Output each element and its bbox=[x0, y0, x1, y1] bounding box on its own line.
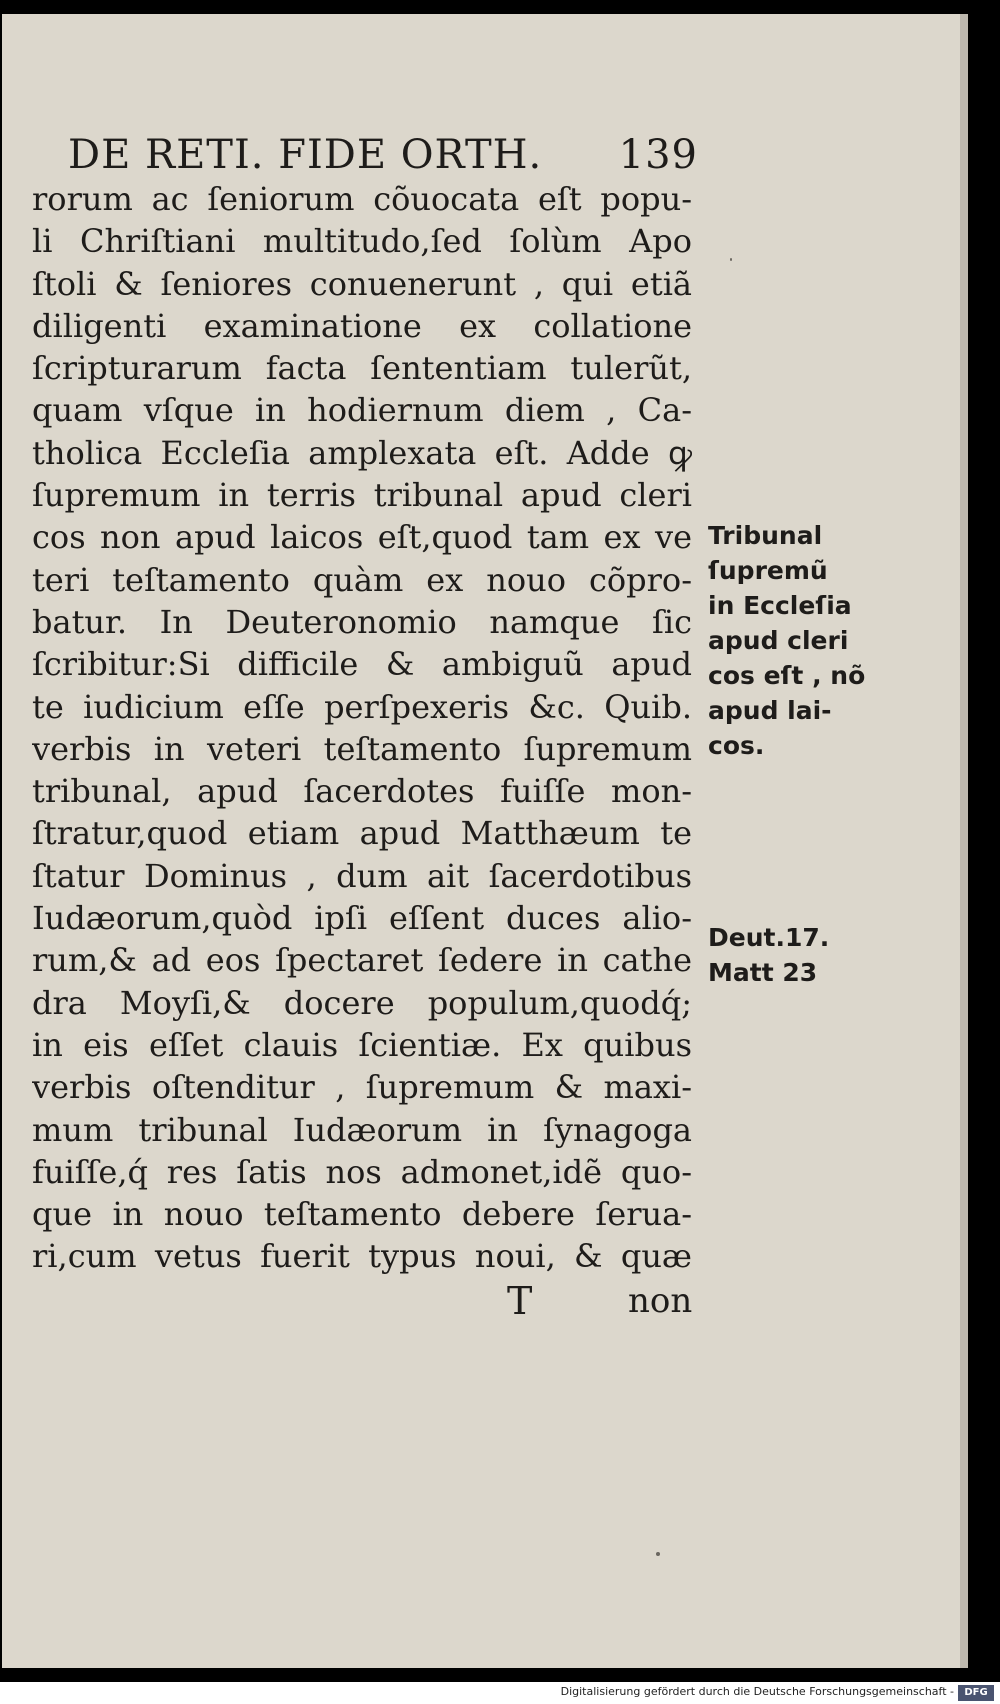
book-page bbox=[2, 14, 968, 1668]
text-line: ſcribitur:Si difficile & ambiguũ apud bbox=[32, 645, 692, 684]
paper-speck bbox=[730, 258, 732, 261]
running-title: DE RETI. FIDE ORTH. bbox=[68, 132, 543, 178]
marginal-line: Matt 23 bbox=[708, 958, 818, 987]
text-line: li Chriſtiani multitudo,ſed ſolùm Apo bbox=[32, 222, 692, 261]
text-line: mum tribunal Iudæorum in ſynagoga bbox=[32, 1110, 692, 1149]
signature-mark: T bbox=[507, 1279, 533, 1323]
marginal-note-references bbox=[708, 920, 868, 990]
page-number: 139 bbox=[618, 132, 698, 178]
text-line: Iudæorum,quòd ipſi eſſent duces alio- bbox=[32, 899, 692, 938]
text-line: cos non apud laicos eſt,quod tam ex ve bbox=[32, 518, 692, 557]
marginal-line: Tribunal bbox=[708, 521, 823, 550]
text-line: fuiſſe,q́ res ſatis nos admonet,idẽ quo- bbox=[32, 1152, 692, 1191]
text-line: ſtratur,quod etiam apud Matthæum te bbox=[32, 814, 692, 853]
text-line: rorum ac ſeniorum cõuocata eſt popu- bbox=[32, 180, 692, 218]
marginal-line: Deut.17. bbox=[708, 923, 830, 952]
paper-speck bbox=[656, 1552, 660, 1556]
catchword: non bbox=[628, 1281, 693, 1321]
text-line: dra Moyſi,& docere populum,quodq́; bbox=[32, 983, 692, 1022]
text-line: ſtatur Dominus , dum ait ſacerdotibus bbox=[32, 856, 692, 895]
marginal-line: cos eſt , nõ bbox=[708, 661, 866, 690]
text-line: ſupremum in terris tribunal apud cleri bbox=[32, 476, 692, 515]
text-line: quam vſque in hodiernum diem , Ca- bbox=[32, 391, 692, 430]
text-line: rum,& ad eos ſpectaret ſedere in cathe bbox=[32, 941, 692, 980]
text-line: in eis eſſet clauis ſcientiæ. Ex quibus bbox=[32, 1025, 692, 1064]
text-line: ri,cum vetus fuerit typus noui, & quæ bbox=[32, 1237, 692, 1276]
text-line: tribunal, apud ſacerdotes fuiſſe mon- bbox=[32, 772, 692, 811]
marginal-note-tribunal bbox=[708, 518, 868, 763]
text-line: ſcripturarum facta ſententiam tulerũt, bbox=[32, 349, 692, 388]
text-line: que in nouo teſtamento debere ſerua- bbox=[32, 1195, 692, 1234]
text-line: te iudicium eſſe perſpexeris &c. Quib. bbox=[32, 687, 692, 726]
footer-credit: Digitalisierung gefördert durch die Deutsche Forschungsgemeinschaft - bbox=[560, 1685, 954, 1698]
marginal-line: ſupremũ bbox=[708, 556, 828, 585]
marginal-line: cos. bbox=[708, 731, 765, 760]
dfg-logo-icon: DFG bbox=[958, 1685, 994, 1701]
text-line: batur. In Deuteronomio namque ſic bbox=[32, 602, 692, 641]
marginal-line: apud cleri bbox=[708, 626, 849, 655]
text-line: tholica Eccleſia amplexata eſt. Adde ꝙ bbox=[32, 433, 692, 472]
text-line: diligenti examinatione ex collatione bbox=[32, 306, 692, 345]
digitization-footer bbox=[0, 1682, 1000, 1704]
marginal-line: apud lai- bbox=[708, 696, 832, 725]
text-line: ſtoli & ſeniores conuenerunt , qui etiã bbox=[32, 264, 692, 303]
text-line: verbis in veteri teſtamento ſupremum bbox=[32, 729, 692, 768]
body-text bbox=[32, 178, 692, 1278]
text-line: teri teſtamento quàm ex nouo cõpro- bbox=[32, 560, 692, 599]
marginal-line: in Eccleſia bbox=[708, 591, 852, 620]
text-line: verbis oſtenditur , ſupremum & maxi- bbox=[32, 1068, 692, 1107]
